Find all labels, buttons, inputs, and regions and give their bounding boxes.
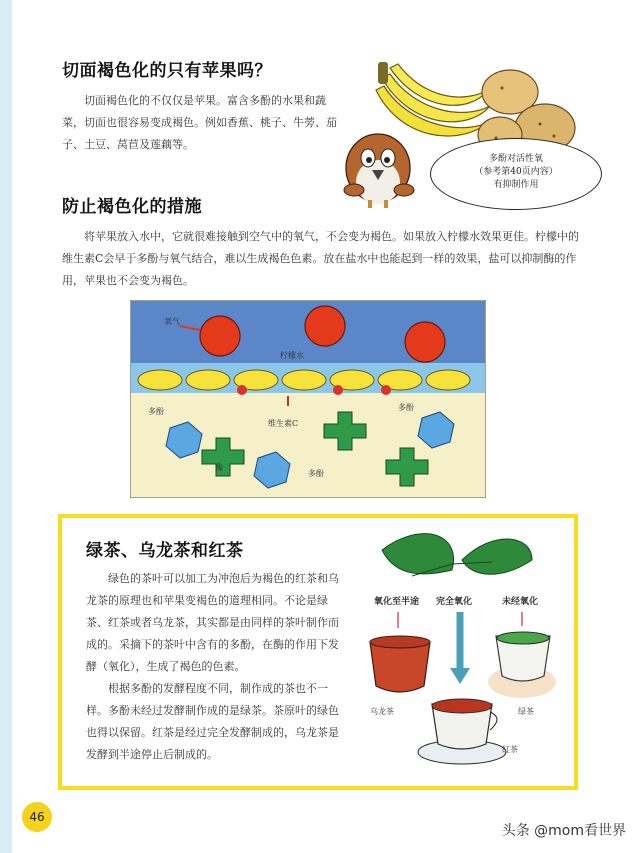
label-half-oxidized: 氧化至半途 — [374, 597, 420, 607]
polyphenol-label-left: 多酚 — [148, 407, 164, 416]
lemon-water-diagram — [130, 300, 486, 498]
section2-paragraph: 将苹果放入水中，它就很难接触到空气中的氧气，不会变为褐色。如果放入柠檬水效果更佳。柠檬中的维生素C会早于多酚与氧气结合，难以生成褐色色素。放在盐水中也能起到一样的效果，盐可以抑制酶的作用，苹果也不会变为褐色。 — [62, 230, 579, 287]
label-not-oxidized: 未经氧化 — [502, 597, 539, 607]
tea-body — [86, 568, 348, 766]
green-tea-label: 绿茶 — [518, 707, 534, 716]
tea-title: 绿茶、乌龙茶和红茶 — [86, 541, 244, 561]
bubble-line-3: 有抑制作用 — [493, 180, 539, 190]
speech-bubble — [430, 138, 602, 210]
bubble-line-2: （参考第40页内容） — [474, 167, 558, 177]
bubble-line-1: 多酚对活性氧 — [488, 154, 543, 164]
page-number: 46 — [22, 802, 52, 832]
tea-illustration — [352, 520, 572, 780]
section2-body — [62, 226, 588, 292]
tea-leaf-icon — [382, 534, 532, 576]
tea-paragraph-2: 根据多酚的发酵程度不同，制作成的茶也不一样。多酚未经过发酵制作成的是绿茶。茶原叶的绿色也得以保留。红茶是经过完全发酵制成的，乌龙茶是发酵到半途停止后制成的。 — [86, 682, 339, 761]
polyphenol-label-bottom: 多酚 — [308, 469, 324, 478]
page-edge-strip — [0, 0, 12, 853]
section1-paragraph: 切面褐色化的不仅仅是苹果。富含多酚的水果和蔬菜，切面也很容易变成褐色。例如香蕉、桃子、牛蒡、茄子、土豆、莴苣及莲藕等。 — [62, 94, 337, 151]
watermark: 头条 @mom看世界 — [501, 823, 626, 839]
label-fully-oxidized: 完全氧化 — [436, 597, 473, 607]
banana-icon — [376, 62, 492, 136]
tea-paragraph-1: 绿色的茶叶可以加工为冲泡后为褐色的红茶和乌龙茶的原理也和苹果变褐色的道理相同。不论是绿茶、红茶或者乌龙茶，其实都是由同样的茶叶制作而成的。采摘下的茶叶中含有的多酚，在酶的作用下发酵（氧化），生成了褐色的色素。 — [86, 572, 339, 673]
polyphenol-label-right: 多酚 — [398, 403, 414, 412]
oxygen-label: 氧气 — [164, 317, 180, 326]
section2-title: 防止褐色化的措施 — [62, 197, 202, 217]
oolong-label: 乌龙茶 — [370, 707, 394, 716]
lemon-water-label: 柠檬水 — [280, 351, 304, 360]
vitamin-c-label: 维生素C — [268, 419, 299, 428]
black-tea-cup-icon — [418, 699, 506, 764]
black-tea-label: 红茶 — [502, 745, 518, 754]
sparrow-mascot-icon — [344, 134, 414, 208]
oolong-tea-cup-icon — [370, 636, 430, 692]
enzyme-label: 酶 — [215, 463, 223, 472]
section1-title: 切面褐色化的只有苹果吗？ — [62, 61, 272, 81]
green-tea-cup-icon — [488, 632, 556, 698]
section1-body — [62, 90, 344, 156]
